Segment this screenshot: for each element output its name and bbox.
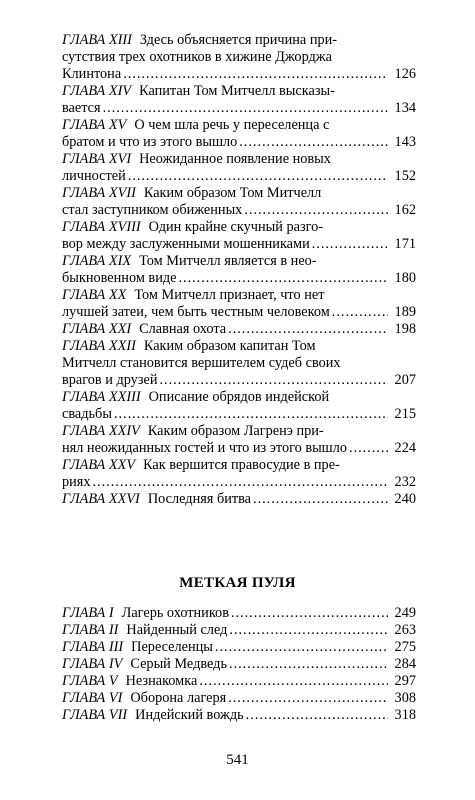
chapter-label: ГЛАВА XXIII [62,389,141,405]
dot-leader [246,707,388,724]
dot-leader [349,440,388,457]
toc-entry [62,457,416,491]
page-ref: 126 [394,66,416,82]
toc-line [62,605,416,622]
toc-line [62,185,416,202]
toc-entry [62,673,416,690]
toc-line [62,673,416,690]
chapter-title: Незнакомка [125,673,198,689]
chapter-label: ГЛАВА XVIII [62,219,141,235]
chapter-title: Индейский вождь [135,707,244,723]
toc-line [62,406,416,423]
toc-entry [62,423,416,457]
dot-leader [93,474,388,491]
page-ref: 318 [394,707,416,723]
dot-leader [332,304,388,321]
toc-line [62,151,416,168]
chapter-label: ГЛАВА I [62,605,114,621]
toc-entry [62,287,416,321]
toc-list-main [62,32,416,508]
page-ref: 224 [394,440,416,456]
toc-line [62,66,416,83]
page-ref: 215 [394,406,416,422]
toc-line [62,707,416,724]
dot-leader [159,372,388,389]
chapter-title: Митчелл становится вершителем судеб своих [62,355,341,371]
toc-line [62,355,416,372]
dot-leader [312,236,388,253]
chapter-label: ГЛАВА XXVI [62,491,140,507]
page-ref: 297 [394,673,416,689]
dot-leader [253,491,388,508]
toc-line [62,639,416,656]
chapter-label: ГЛАВА V [62,673,118,689]
dot-leader [239,134,388,151]
toc-line [62,134,416,151]
toc-entry [62,622,416,639]
toc-entry [62,338,416,389]
chapter-title: Славная охота [139,321,227,337]
page-ref: 162 [394,202,416,218]
toc-line [62,491,416,508]
dot-leader [231,605,388,622]
toc-line [62,32,416,49]
page-ref: 198 [394,321,416,337]
page-ref: 284 [394,656,416,672]
dot-leader [229,656,388,673]
toc-line [62,474,416,491]
chapter-title: Том Митчелл признает, что нет [134,287,325,303]
dot-leader [128,168,388,185]
chapter-label: ГЛАВА XVI [62,151,132,167]
page-ref: 308 [394,690,416,706]
dot-leader [229,622,388,639]
chapter-title: О чем шла речь у переселенца с [134,117,330,133]
page-ref: 207 [394,372,416,388]
chapter-label: ГЛАВА IV [62,656,123,672]
page-ref: 134 [394,100,416,116]
toc-line [62,338,416,355]
chapter-label: ГЛАВА XVII [62,185,136,201]
dot-leader [244,202,388,219]
chapter-title: Серый Медведь [130,656,227,672]
chapter-label: ГЛАВА II [62,622,119,638]
chapter-label: ГЛАВА XXV [62,457,136,473]
toc-entry [62,690,416,707]
page-ref: 180 [394,270,416,286]
chapter-title: Каким образом капитан Том [143,338,316,354]
page-ref: 275 [394,639,416,655]
toc-line [62,83,416,100]
chapter-title: личностей [62,168,126,184]
dot-leader [228,321,388,338]
toc-entry [62,389,416,423]
toc-line [62,423,416,440]
toc-line [62,270,416,287]
chapter-label: ГЛАВА XIII [62,32,132,48]
page-ref: 240 [394,491,416,507]
toc-line [62,457,416,474]
page-ref: 143 [394,134,416,150]
toc-entry [62,707,416,724]
dot-leader [123,66,388,83]
page-ref: 249 [394,605,416,621]
toc-entry [62,656,416,673]
chapter-title: братом и что из этого вышло [62,134,238,150]
chapter-label: ГЛАВА XXI [62,321,132,337]
toc-line [62,49,416,66]
toc-line [62,656,416,673]
toc-line [62,389,416,406]
chapter-label: ГЛАВА XIV [62,83,132,99]
dot-leader [228,690,388,707]
chapter-label: ГЛАВА XX [62,287,127,303]
toc-line [62,202,416,219]
toc-entry [62,117,416,151]
toc-line [62,253,416,270]
page-ref: 232 [394,474,416,490]
toc-line [62,168,416,185]
chapter-title: Описание обрядов индейской [148,389,330,405]
toc-entry [62,321,416,338]
chapter-title: Клинтона [62,66,122,82]
toc-line [62,100,416,117]
toc-line [62,219,416,236]
dot-leader [199,673,388,690]
chapter-title: риях [62,474,91,490]
chapter-label: ГЛАВА VII [62,707,128,723]
toc-line [62,321,416,338]
toc-line [62,372,416,389]
chapter-title: Как вершится правосудие в пре- [143,457,340,473]
dot-leader [178,270,388,287]
chapter-title: Неожиданное появление новых [139,151,331,167]
toc-line [62,117,416,134]
chapter-title: Найденный след [126,622,228,638]
chapter-title: врагов и друзей [62,372,158,388]
chapter-title: лучшей затеи, чем быть честным человеком [62,304,330,320]
chapter-label: ГЛАВА XV [62,117,127,133]
toc-line [62,690,416,707]
chapter-label: ГЛАВА III [62,639,124,655]
toc-line [62,287,416,304]
toc-line [62,236,416,253]
toc-entry [62,491,416,508]
chapter-title: свадьбы [62,406,112,422]
chapter-title: вается [62,100,101,116]
section-title: МЕТКАЯ ПУЛЯ [179,575,296,591]
chapter-label: ГЛАВА XXIV [62,423,140,439]
chapter-title: Переселенцы [131,639,213,655]
toc-entry [62,185,416,219]
chapter-title: стал заступником обиженных [62,202,243,218]
page-ref: 263 [394,622,416,638]
toc-line [62,304,416,321]
chapter-title: Капитан Том Митчелл высказы- [139,83,335,99]
toc-line [62,440,416,457]
chapter-title: Здесь объясняется причина при- [139,32,338,48]
chapter-label: ГЛАВА XXII [62,338,136,354]
dot-leader [215,639,388,656]
chapter-title: Один крайне скучный разго- [148,219,324,235]
page-ref: 171 [394,236,416,252]
chapter-label: ГЛАВА VI [62,690,123,706]
toc-entry [62,253,416,287]
chapter-title: Оборона лагеря [130,690,227,706]
toc-entry [62,639,416,656]
chapter-title: Каким образом Лагренэ при- [147,423,324,439]
chapter-title: Последняя битва [147,491,252,507]
chapter-title: нял неожиданных гостей и что из этого вышло [62,440,347,456]
chapter-title: сутствия трех охотников в хижине Джорджа [62,49,333,65]
toc-list-second [62,605,416,724]
chapter-title: Каким образом Том Митчелл [143,185,322,201]
toc-entry [62,83,416,117]
toc-entry [62,32,416,83]
dot-leader [103,100,388,117]
toc-entry [62,151,416,185]
chapter-title: вор между заслуженными мошенниками [62,236,310,252]
page-number: 541 [226,752,249,768]
chapter-title: Том Митчелл является в нео- [139,253,317,269]
toc-line [62,622,416,639]
chapter-label: ГЛАВА XIX [62,253,132,269]
page-ref: 189 [394,304,416,320]
dot-leader [114,406,388,423]
page-ref: 152 [394,168,416,184]
chapter-title: Лагерь охотников [121,605,229,621]
chapter-title: быкновенном виде [62,270,177,286]
toc-entry [62,219,416,253]
toc-entry [62,605,416,622]
